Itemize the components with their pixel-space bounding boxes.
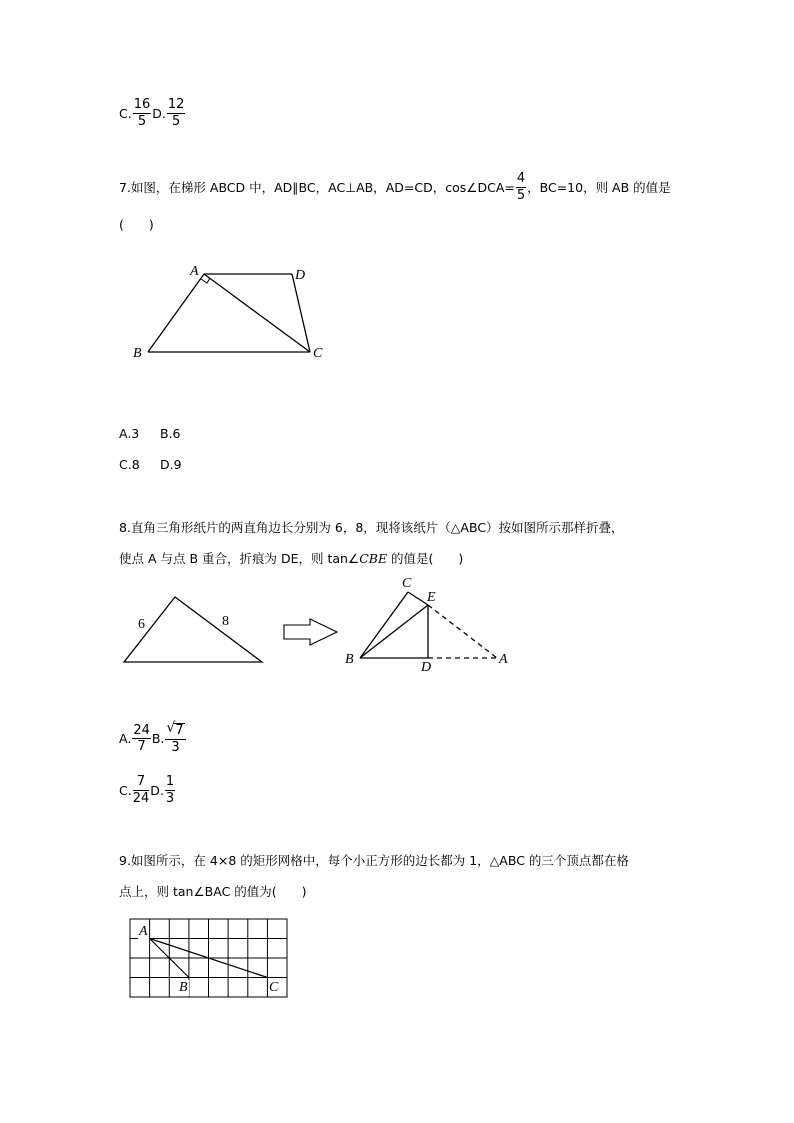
q8-line2-angle: CBE bbox=[359, 551, 388, 566]
q8-side-label-8: 8 bbox=[222, 614, 229, 629]
q7-label-b: B bbox=[133, 346, 142, 361]
q7-text-after: ，BC=10，则 AB 的值是 bbox=[527, 180, 671, 196]
q8-line2-before: 使点 A 与点 B 重合，折痕为 DE，则 tan∠ bbox=[119, 551, 360, 566]
fraction-denominator: 5 bbox=[171, 113, 181, 129]
q8-label-a: A bbox=[499, 652, 508, 667]
fraction-numerator: 24 bbox=[133, 722, 150, 738]
q8-option-b-label: B. bbox=[151, 731, 165, 747]
q8-side-label-6: 6 bbox=[138, 617, 145, 632]
sqrt-symbol: √ 7 bbox=[166, 720, 184, 738]
fraction-denominator: 7 bbox=[137, 739, 146, 755]
q9-label-b: B bbox=[179, 980, 188, 995]
q7-label-c: C bbox=[313, 346, 323, 361]
q9-label-a: A bbox=[139, 924, 148, 939]
q8-option-c-label: C. bbox=[119, 782, 132, 798]
q7-label-a: A bbox=[190, 264, 199, 279]
q8-line2-after: 的值是( ) bbox=[387, 551, 464, 566]
fraction-denominator: 5 bbox=[516, 187, 526, 203]
fraction-numerator: 12 bbox=[167, 97, 185, 112]
q9-label-c: C bbox=[269, 980, 279, 995]
fraction-denominator: 24 bbox=[132, 790, 150, 806]
fraction-numerator: 16 bbox=[133, 97, 151, 112]
q9-stem-line2: 点上，则 tan∠BAC 的值为( ) bbox=[119, 884, 307, 899]
fraction-numerator: 1 bbox=[165, 774, 175, 789]
q8-label-c: C bbox=[402, 576, 412, 591]
fraction-numerator: 4 bbox=[516, 171, 526, 186]
fraction-denominator: 3 bbox=[171, 739, 180, 755]
q7-answer-blank: ( ) bbox=[119, 217, 154, 232]
q8-option-a-label: A. bbox=[119, 731, 132, 747]
q8-label-b: B bbox=[345, 652, 354, 667]
q8-label-d: D bbox=[421, 660, 432, 675]
sqrt-radicand: 7 bbox=[175, 723, 184, 738]
q8-option-d-label: D. bbox=[150, 782, 164, 798]
q6-option-c-label: C. bbox=[119, 105, 132, 121]
q7-label-d: D bbox=[295, 268, 306, 283]
q8-stem-line1: 8.直角三角形纸片的两直角边长分别为 6，8，现将该纸片（△ABC）按如图所示那样折叠， bbox=[119, 520, 624, 535]
q7-option-a: A.3 bbox=[119, 426, 140, 441]
q7-option-b: B.6 bbox=[160, 426, 181, 441]
q9-stem-line1: 9.如图所示，在 4×8 的矩形网格中，每个小正方形的边长都为 1，△ABC 的三个顶点都在格 bbox=[119, 853, 629, 868]
q8-label-e: E bbox=[427, 590, 436, 605]
q7-option-c: C.8 bbox=[119, 457, 140, 472]
q7-text-before: 7.如图，在梯形 ABCD 中，AD∥BC，AC⊥AB，AD=CD，cos∠DCA= bbox=[119, 180, 515, 196]
fraction-denominator: 5 bbox=[137, 113, 147, 129]
q6-option-d-label: D. bbox=[152, 105, 166, 121]
q7-option-d: D.9 bbox=[160, 457, 182, 472]
fraction-numerator: 7 bbox=[133, 775, 150, 791]
fraction-denominator: 3 bbox=[165, 790, 175, 806]
